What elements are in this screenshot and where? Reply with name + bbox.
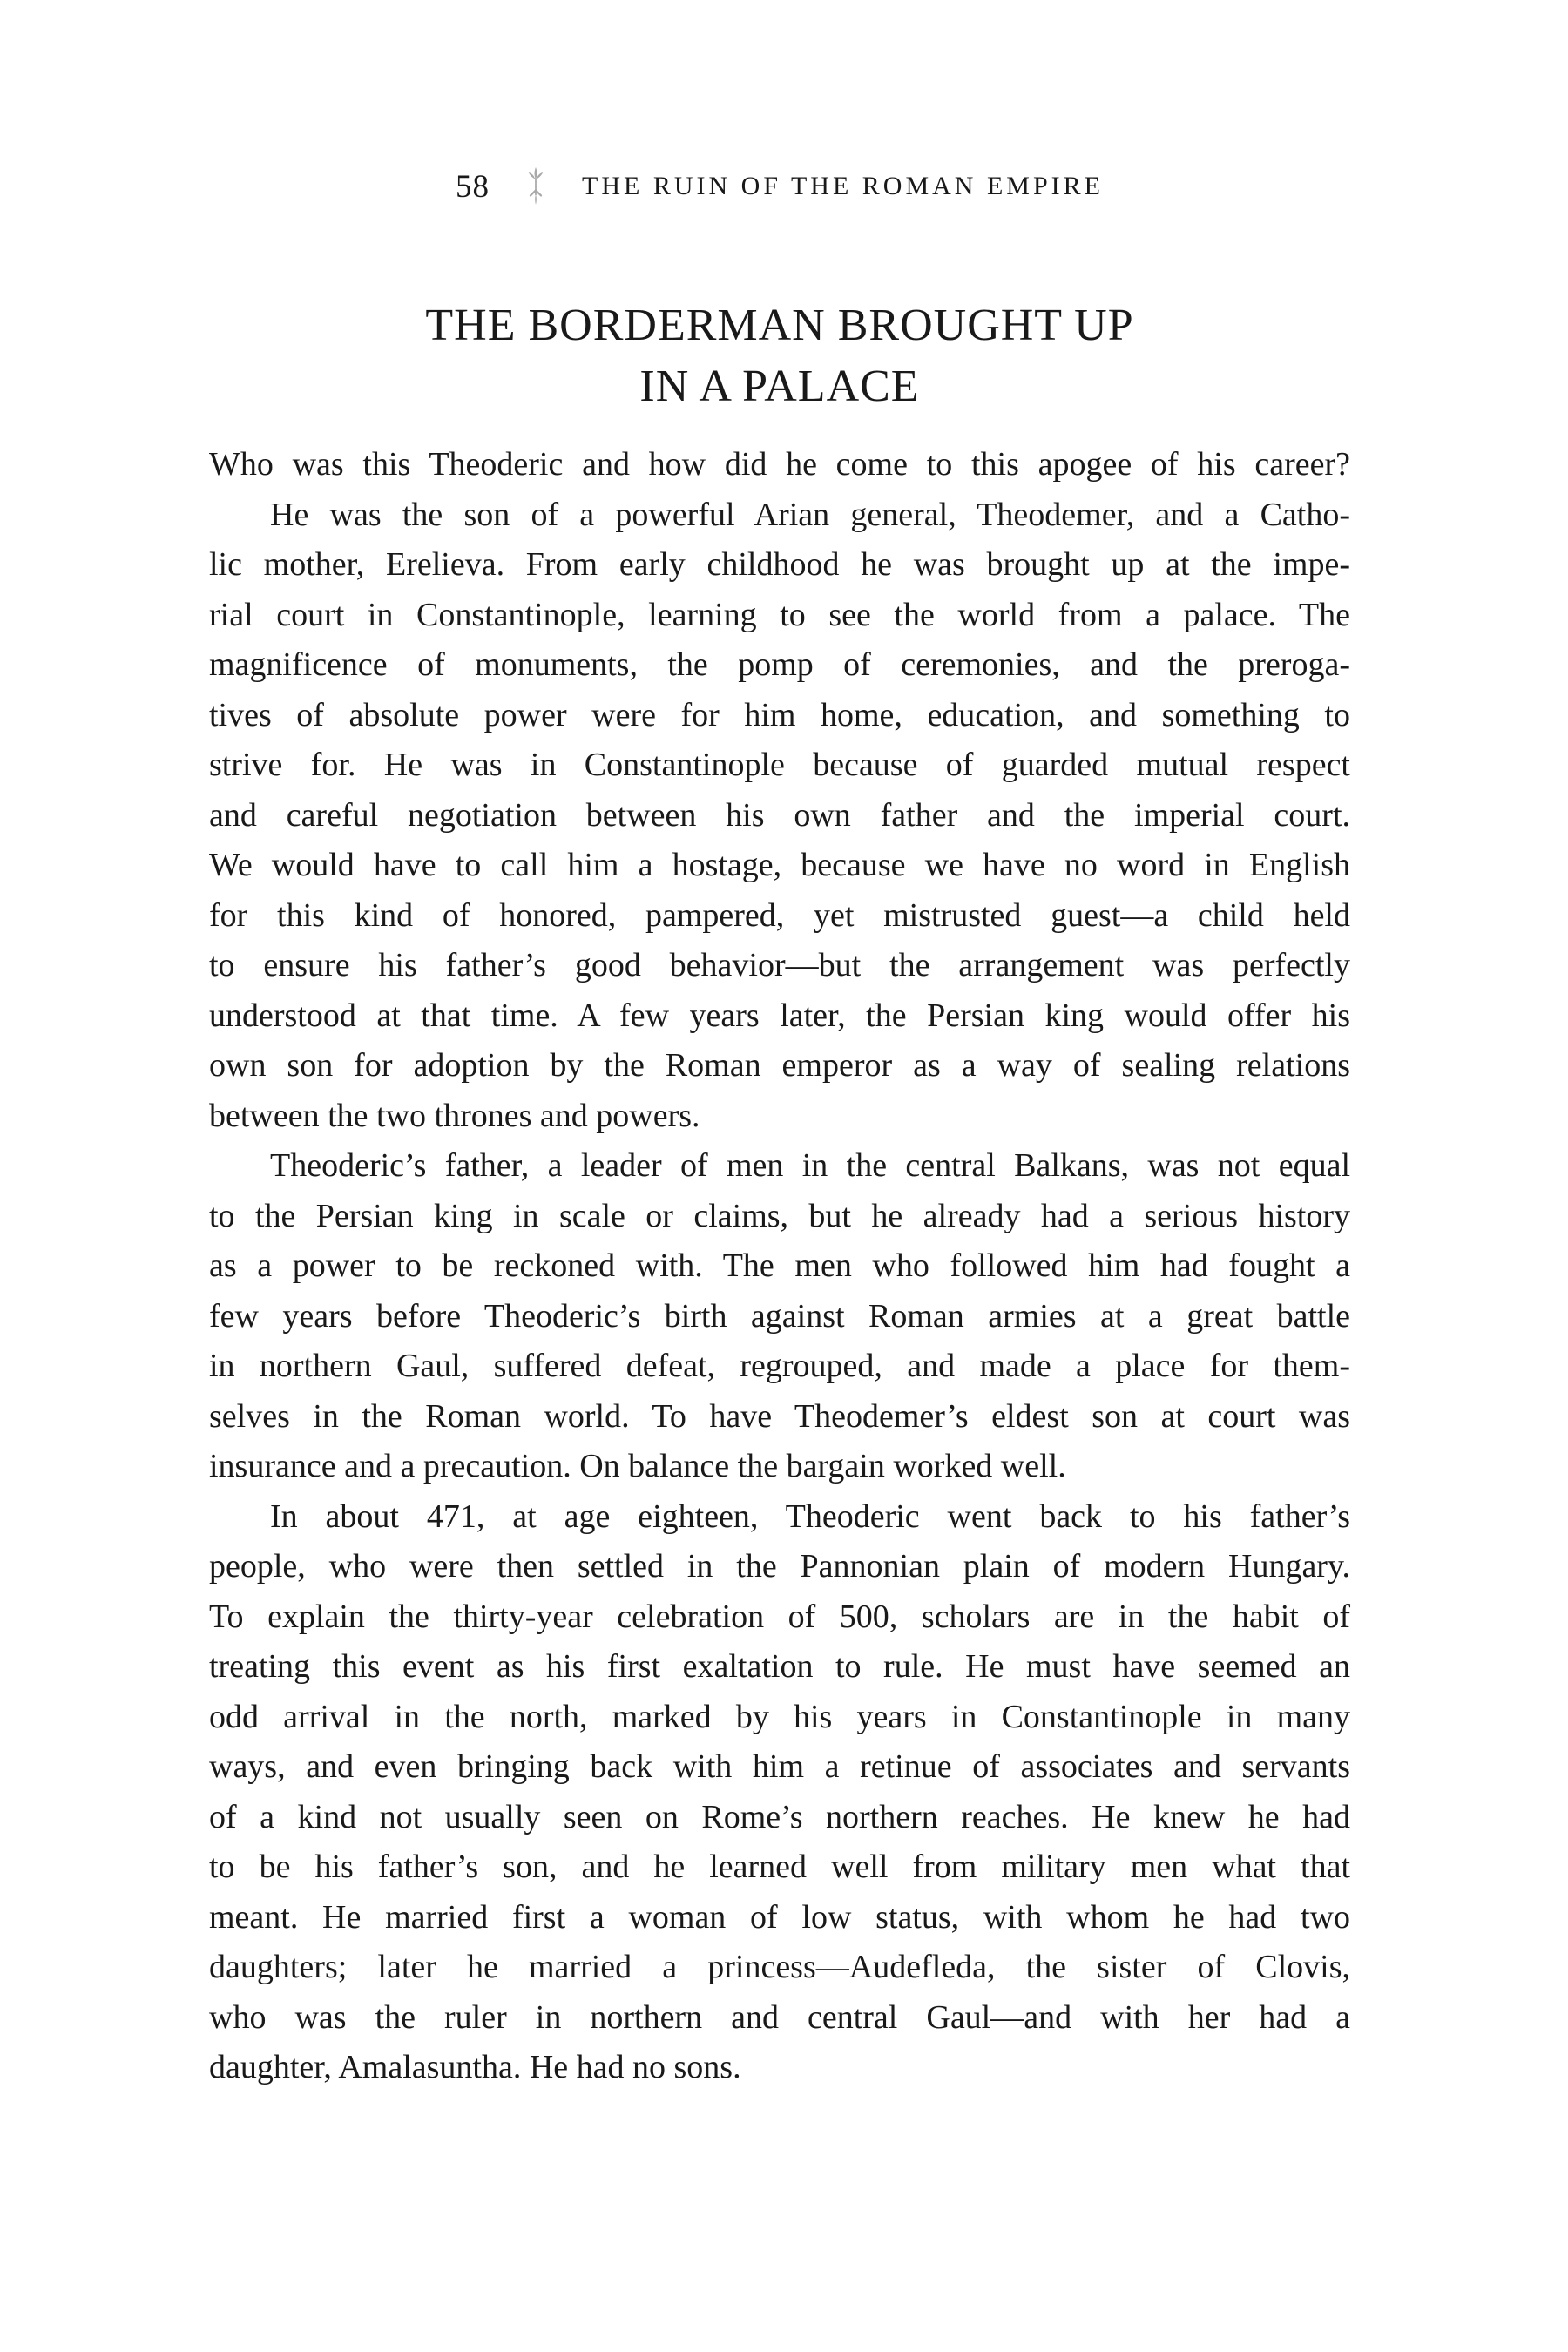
text-line: own son for adoption by the Roman emperor as a way of sealing relations: [209, 1047, 1350, 1084]
text-line: people, who were then settled in the Pannonian plain of modern Hungary.: [209, 1548, 1350, 1585]
text-line: and careful negotiation between his own father and the imperial court.: [209, 796, 1350, 834]
chapter-heading-line1: THE BORDERMAN BROUGHT UP: [425, 301, 1134, 350]
text-line: to ensure his father’s good behavior—but the arrangement was perfectly: [209, 947, 1350, 983]
text-line: insurance and a precaution. On balance the bargain worked well.: [209, 1448, 1066, 1484]
text-line: daughters; later he married a princess—Audefleda, the sister of Clovis,: [209, 1949, 1350, 1985]
chapter-heading-line2: IN A PALACE: [639, 362, 920, 411]
text-line: To explain the thirty-year celebration of 500, scholars are in the habit of: [209, 1598, 1350, 1635]
chapter-heading: [209, 295, 1350, 417]
text-line: as a power to be reckoned with. The men who followed him had fought a: [209, 1247, 1350, 1284]
text-line: We would have to call him a hostage, because we have no word in English: [209, 847, 1350, 883]
body-text: [209, 440, 1350, 2093]
text-line: to the Persian king in scale or claims, but he already had a serious history: [209, 1197, 1350, 1234]
text-line: understood at that time. A few years later, the Persian king would offer his: [209, 997, 1350, 1034]
page-number: 58: [456, 168, 490, 205]
text-line: treating this event as his first exaltation to rule. He must have seemed an: [209, 1648, 1350, 1685]
text-line: strive for. He was in Constantinople because of guarded mutual respect: [209, 747, 1350, 783]
text-line: who was the ruler in northern and central Gaul—and with her had a: [209, 1998, 1350, 2036]
text-line: between the two thrones and powers.: [209, 1097, 700, 1134]
text-line: meant. He married first a woman of low status, with whom he had two: [209, 1898, 1350, 1936]
text-line: selves in the Roman world. To have Theodemer’s eldest son at court was: [209, 1397, 1350, 1435]
text-line: of a kind not usually seen on Rome’s northern reaches. He knew he had: [209, 1798, 1350, 1835]
paragraph: [209, 1492, 1350, 2093]
paragraph: [209, 1141, 1350, 1492]
text-line: Who was this Theoderic and how did he come to this apogee of his career?: [209, 446, 1350, 483]
text-line: ways, and even bringing back with him a retinue of associates and servants: [209, 1748, 1350, 1785]
text-line: few years before Theoderic’s birth against Roman armies at a great battle: [209, 1297, 1350, 1335]
running-header: [209, 164, 1350, 209]
text-line: lic mother, Erelieva. From early childhood he was brought up at the impe-: [209, 546, 1350, 583]
text-line: He was the son of a powerful Arian general, Theodemer, and a Catho-: [270, 496, 1350, 533]
paragraph: [209, 490, 1350, 1142]
running-title: THE RUIN OF THE ROMAN EMPIRE: [582, 172, 1104, 200]
text-line: for this kind of honored, pampered, yet mistrusted guest—a child held: [209, 896, 1350, 934]
fleuron-icon: [526, 167, 545, 206]
text-line: magnificence of monuments, the pomp of ceremonies, and the preroga-: [209, 646, 1350, 683]
text-line: Theoderic’s father, a leader of men in the central Balkans, was not equal: [270, 1147, 1350, 1184]
text-line: tives of absolute power were for him home, education, and something to: [209, 696, 1350, 733]
paragraph: [209, 440, 1350, 490]
text-line: to be his father’s son, and he learned well from military men what that: [209, 1848, 1350, 1885]
text-line: daughter, Amalasuntha. He had no sons.: [209, 2049, 741, 2085]
text-line: rial court in Constantinople, learning to see the world from a palace. The: [209, 596, 1350, 633]
text-line: In about 471, at age eighteen, Theoderic went back to his father’s: [270, 1497, 1350, 1535]
text-line: in northern Gaul, suffered defeat, regrouped, and made a place for them-: [209, 1348, 1350, 1384]
text-line: odd arrival in the north, marked by his years in Constantinople in many: [209, 1698, 1350, 1735]
